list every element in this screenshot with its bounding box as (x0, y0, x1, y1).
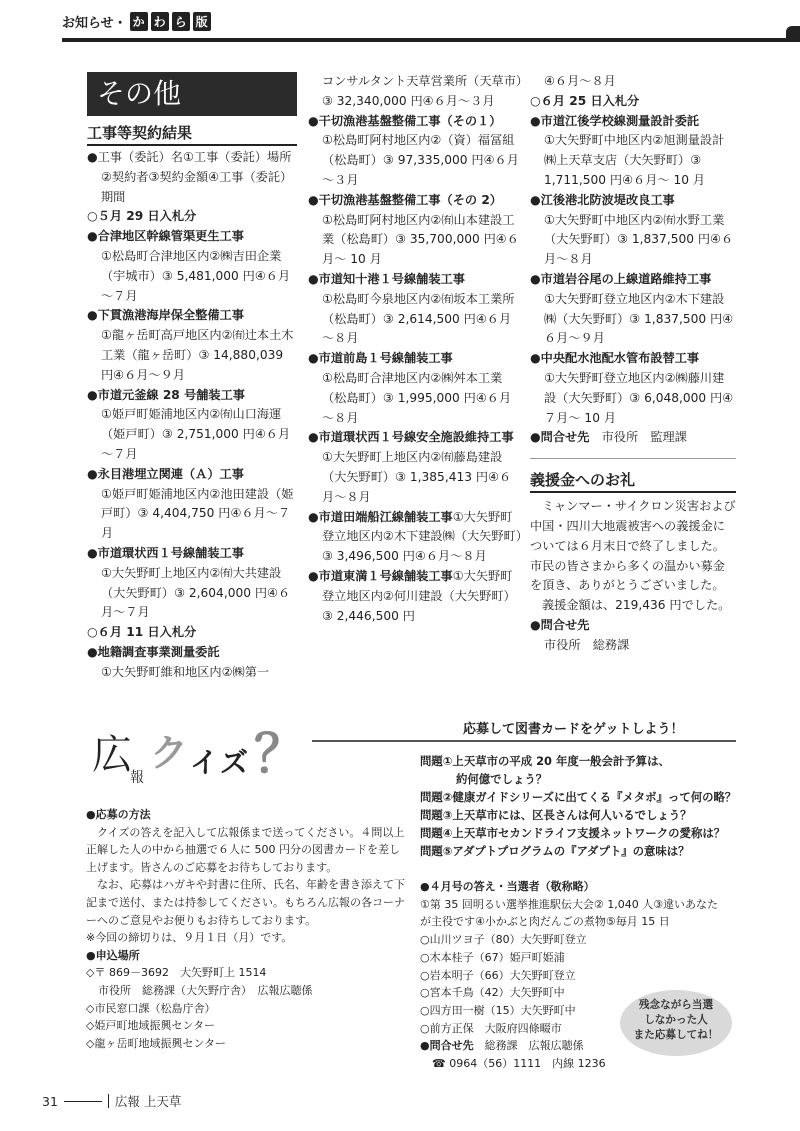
quiz-rule (312, 740, 736, 742)
winner: ○岩本明子（66）大矢野町登立 (420, 968, 576, 982)
list-item: ●干切漁港基盤整備工事（その１） (308, 113, 502, 128)
place-item: ◇龍ヶ岳町地域振興センター (86, 1036, 227, 1050)
question: 問題③上天草市には、区長さんは何人いるでしょう？ (420, 808, 692, 822)
apply-text: クイズの答えを記入して広報係まで送ってください。４問以上正解した人の中から抽選で６人に 500 円分の図書カードを差し上げます。皆さんのご応募をお待ちしております。 (86, 825, 405, 874)
question: 問題⑤アダプトプログラムの『アダプト』の意味は？ (420, 844, 690, 858)
list-item: ●干切漁港基盤整備工事（その 2） (308, 192, 502, 207)
list-item-detail: ①大矢野町登立地区内②㈱藤川建設（大矢野町）③ 6,048,000 円④７月～ 10 月 (544, 370, 734, 425)
footer-rule (64, 1101, 102, 1102)
question: 問題②健康ガイドシリーズに出てくる『メタボ』って何の略？ (420, 790, 737, 804)
list-item: ●市道田端船江線舗装工事①大矢野町登立地区内②木下建設㈱（大矢野町）③ 3,496,500 円④６月～８月 (308, 509, 522, 564)
list-item-detail: ④６月～８月 (544, 74, 616, 88)
column-3 (530, 72, 736, 656)
list-item: ●中央配水池配水管布設替工事 (530, 351, 700, 366)
place-item: 市役所 総務課（大矢野庁舎） 広報広聴係 (98, 983, 313, 997)
list-item: ●下貫漁港海岸保全整備工事 (87, 308, 244, 323)
column-2 (308, 72, 522, 626)
place-item: ◇〒 869－3692 大矢野町上 1514 (86, 966, 267, 980)
date-heading: ○６月 25 日入札分 (530, 93, 640, 108)
list-item: ●市道岩谷尾の上線道路維持工事 (530, 271, 712, 286)
logo-char: 報 (130, 770, 144, 786)
list-item: ●市道知十港１号線舗装工事 (308, 271, 465, 286)
list-item: ●江後港北防波堤改良工事 (530, 192, 675, 207)
page-footer (42, 1092, 181, 1110)
consolation-bubble: 残念ながら当選 しなかった人 また応募してね！ (620, 990, 732, 1056)
phone: ☎ 0964（56）1111 内線 1236 (432, 1057, 606, 1071)
apply-block (86, 806, 406, 1052)
question: 問題①上天草市の平成 20 年度一般会計予算は、 (420, 754, 670, 768)
logo-char: ク (150, 731, 189, 775)
winner: ○前方正保 大阪府四條畷市 (420, 1021, 562, 1035)
header-badge-char: 版 (193, 12, 211, 31)
header-rule (62, 38, 800, 42)
question: 問題④上天草市セカンドライフ支援ネットワークの愛称は？ (420, 826, 726, 840)
answers-text: ①第 35 回明るい選挙推進駅伝大会② 1,040 人③違いあなたが主役です④小かぶと肉だんごの煮物⑤毎月 15 日 (420, 897, 719, 929)
quiz-header: 応募して図書カードをゲットしよう！ (463, 722, 684, 737)
list-item-detail: ①大矢野町維和地区内②㈱第一 (101, 664, 270, 679)
donation-amount: 義援金額は、219,436 円でした。 (542, 598, 731, 613)
header-corner (786, 26, 800, 42)
page-header (62, 12, 211, 31)
list-item: ●市道前島１号線舗装工事 (308, 351, 453, 366)
list-item: ●永目港埋立関連（Ａ）工事 (87, 466, 244, 481)
list-item: ●市道東満１号線舗装工事①大矢野町登立地区内②何川建設（大矢野町）③ 2,446,500 円 (308, 568, 516, 623)
list-item-detail: ①龍ヶ岳町高戸地区内②㈲辻本土木工業（龍ヶ岳町）③ 14,880,039 円④６月～９月 (101, 328, 294, 382)
list-item: ●合津地区幹線管渠更生工事 (87, 229, 244, 244)
header-title: お知らせ・ (62, 16, 127, 31)
list-item: ●地籍調査事業測量委託 (87, 644, 220, 659)
winner: ○宮本千鳥（42）大矢野町中 (420, 986, 565, 1000)
logo-char: イ (190, 746, 219, 779)
footer-bar (108, 1094, 109, 1108)
contact-label: ●問合せ先 (530, 617, 590, 632)
place-title: ●申込場所 (86, 948, 140, 962)
contracts-title: 工事等契約結果 (87, 122, 297, 146)
place-item: ◇姫戸町地域振興センター (86, 1019, 216, 1033)
date-heading: ○６月 11 日入札分 (87, 625, 197, 640)
logo-char: 広 (92, 732, 132, 778)
apply-title: ●応募の方法 (86, 808, 151, 821)
logo-char: ？ (254, 725, 307, 785)
list-item: ●市道江後学校線測量設計委託 (530, 113, 700, 128)
list-item: ●市道環状西１号線安全施設維持工事①大矢野町上地区内②㈲藤島建設（大矢野町）③ 1,385,413 円④６月～８月 (308, 430, 514, 504)
header-badge-char: ら (172, 12, 190, 31)
winner: ○四方田一樹（15）大矢野町中 (420, 1003, 576, 1017)
apply-note: ※今回の締切りは、９月１日（月）です。 (86, 931, 293, 945)
place-item: ◇市民窓口課（松島庁舎） (86, 1001, 216, 1015)
answers-title: ●４月号の答え・当選者（敬称略） (420, 880, 595, 893)
list-item-detail: ①大矢野町中地区内②㈲水野工業（大矢野町）③ 1,837,500 円④６月～８月 (544, 212, 734, 267)
list-item: ●工事（委託）名①工事（委託）場所②契約者③契約金額④工事（委託）期間 (87, 150, 293, 204)
logo-char: ズ (220, 746, 249, 779)
donation-text: ミャンマー・サイクロン災害および中国・四川大地震被害への義援金については６月末日で終了しました。市民の皆さまから多くの温かい募金を頂き、ありがとうございました。 (530, 499, 736, 593)
question: 約何億でしょう？ (456, 772, 548, 786)
contact-text: 市役所 総務課 (544, 637, 630, 652)
winner: ○木本桂子（67）姫戸町姫浦 (420, 950, 565, 964)
quiz-logo (92, 716, 312, 786)
contact-line: ●問合せ先 市役所 監理課 (530, 430, 687, 445)
list-item-detail: ①姫戸町姫浦地区内②池田建設（姫戸町）③ 4,404,750 円④６月～７月 (101, 486, 294, 541)
list-item-detail: ①松島町合津地区内②㈱吉田企業（宇城市）③ 5,481,000 円④６月～７月 (101, 248, 291, 303)
section-label: その他 (87, 72, 297, 116)
list-item-detail: ①松島町阿村地区内②（資）福冨組（松島町）③ 97,335,000 円④６月～３月 (322, 133, 519, 187)
list-item-detail: ①姫戸町姫浦地区内②㈲山口海運（姫戸町）③ 2,751,000 円④６月～７月 (101, 407, 291, 461)
header-badge-char: わ (151, 12, 169, 31)
list-item-detail: ①松島町今泉地区内②㈲坂本工業所（松島町）③ 2,614,500 円④６月～８月 (322, 291, 515, 346)
winner: ○山川ツヨ子（80）大矢野町登立 (420, 933, 587, 947)
page-number: 31 (42, 1093, 58, 1109)
list-item: ●市道元釜線 28 号舗装工事 (87, 387, 245, 402)
list-item: ●市道環状西１号線舗装工事 (87, 545, 244, 560)
date-heading: ○５月 29 日入札分 (87, 209, 197, 224)
list-item-detail: ①大矢野町登立地区内②木下建設㈱（大矢野町）③ 1,837,500 円④６月～９月 (544, 291, 734, 346)
contact-line: ●問合せ先 総務課 広報広聴係 (420, 1039, 584, 1053)
quiz-questions (420, 752, 750, 860)
footer-title: 広報 上天草 (114, 1094, 182, 1109)
list-item-detail: ①大矢野町中地区内②旭測量設計㈱上天草支店（大矢野町）③ 1,711,500 円④６月～ 10 月 (544, 133, 725, 187)
header-badge-char: か (130, 12, 148, 31)
donation-title: 義援金へのお礼 (530, 458, 736, 493)
column-1 (87, 72, 297, 683)
apply-text: なお、応募はハガキや封書に住所、氏名、年齢を書き添えて下記まで送付、または持参してください。もちろん広報の各コーナーへのご意見やお便りもお待ちしております。 (86, 878, 405, 927)
list-item-detail: ①大矢野町上地区内②㈲大共建設（大矢野町）③ 2,604,000 円④６月～７月 (101, 565, 291, 620)
list-item-detail: ①松島町合津地区内②㈱舛本工業（松島町）③ 1,995,000 円④６月～８月 (322, 370, 512, 425)
list-item-detail: ①松島町阿村地区内②㈲山本建設工業（松島町）③ 35,700,000 円④６月～ 10 月 (322, 212, 519, 267)
list-item-detail: コンサルタント天草営業所（天草市）③ 32,340,000 円④６月～３月 (322, 74, 522, 108)
